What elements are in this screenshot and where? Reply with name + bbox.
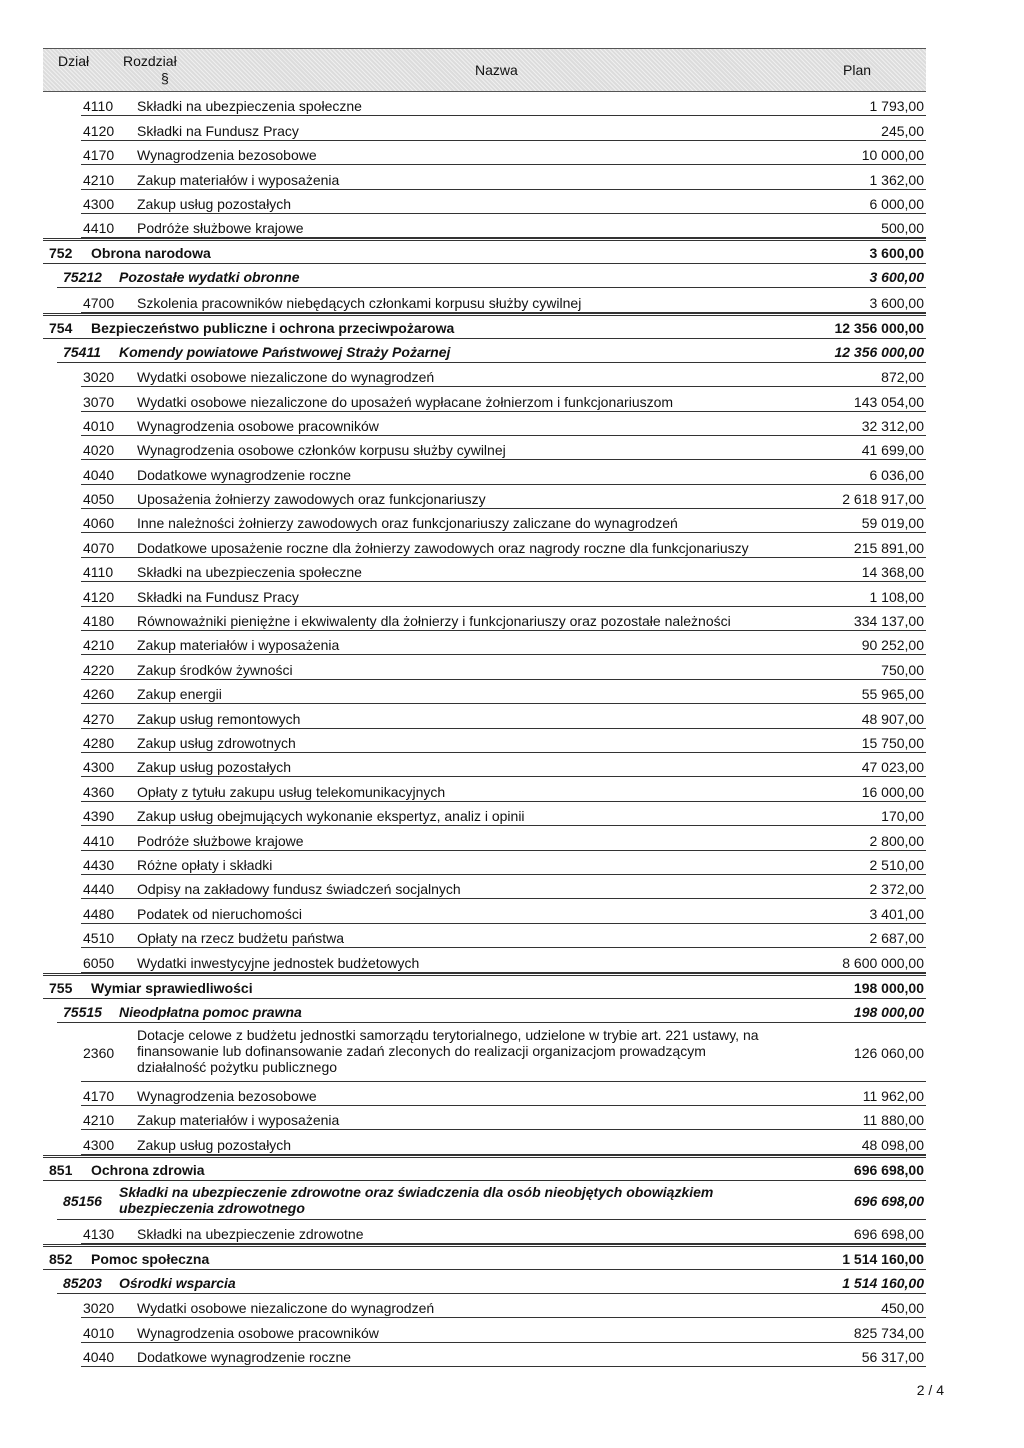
row-name: Dodatkowe wynagrodzenie roczne xyxy=(137,1349,352,1366)
paragraf-row xyxy=(81,631,926,655)
row-code: 6050 xyxy=(83,954,115,971)
row-amount: 143 054,00 xyxy=(853,393,924,410)
row-name: Równoważniki pieniężne i ekwiwalenty dla żołnierzy i funkcjonariuszy oraz pozostałe należności xyxy=(137,613,731,630)
row-name: Zakup usług pozostałych xyxy=(137,759,292,776)
row-amount: 12 356 000,00 xyxy=(834,319,924,336)
row-amount: 3 600,00 xyxy=(869,245,924,262)
row-code: 2360 xyxy=(83,1044,115,1061)
row-code: 754 xyxy=(49,319,73,336)
paragraf-row xyxy=(81,387,926,411)
row-amount: 41 699,00 xyxy=(861,442,924,459)
row-code: 4120 xyxy=(83,122,115,139)
row-name: Zakup usług pozostałych xyxy=(137,195,292,212)
row-amount: 6 036,00 xyxy=(869,466,924,483)
row-code: 4260 xyxy=(83,686,115,703)
paragraf-row xyxy=(81,436,926,460)
row-code: 4040 xyxy=(83,466,115,483)
row-amount: 170,00 xyxy=(881,808,924,825)
paragraf-row xyxy=(81,165,926,189)
row-amount: 12 356 000,00 xyxy=(834,343,924,360)
row-amount: 11 962,00 xyxy=(862,1087,924,1104)
row-name: Różne opłaty i składki xyxy=(137,856,273,873)
row-name: Dodatkowe uposażenie roczne dla żołnierzy zawodowych oraz nagrody roczne dla funkcjonariuszy xyxy=(137,539,749,556)
row-code: 4510 xyxy=(83,930,115,947)
row-name: Wynagrodzenia bezosobowe xyxy=(137,1087,317,1104)
row-amount: 32 312,00 xyxy=(861,417,924,434)
row-amount: 825 734,00 xyxy=(853,1324,924,1341)
row-name: Zakup usług remontowych xyxy=(137,710,301,727)
row-amount: 500,00 xyxy=(881,220,924,237)
row-amount: 696 698,00 xyxy=(853,1226,924,1243)
paragraf-row xyxy=(81,141,926,165)
row-code: 3020 xyxy=(83,1300,115,1317)
row-code: 4110 xyxy=(83,98,114,115)
row-name: Ochrona zdrowia xyxy=(91,1161,205,1178)
paragraf-row xyxy=(81,1220,926,1244)
row-name: Wynagrodzenia bezosobowe xyxy=(137,147,317,164)
row-code: 75411 xyxy=(63,343,101,360)
paragraf-row xyxy=(81,1023,926,1082)
paragraf-row xyxy=(81,412,926,436)
row-amount: 3 600,00 xyxy=(869,269,924,286)
paragraf-row xyxy=(81,753,926,777)
paragraf-row xyxy=(81,509,926,533)
row-name: Nieodpłatna pomoc prawna xyxy=(119,1003,302,1020)
row-amount: 90 252,00 xyxy=(861,637,924,654)
row-amount: 750,00 xyxy=(881,661,924,678)
row-name: Podróże służbowe krajowe xyxy=(137,220,304,237)
row-code: 4180 xyxy=(83,613,115,630)
row-amount: 215 891,00 xyxy=(853,539,924,556)
header-plan: Plan xyxy=(843,62,872,78)
rozdzial-row xyxy=(57,999,926,1023)
row-code: 755 xyxy=(49,979,73,996)
header-nazwa: Nazwa xyxy=(475,62,518,78)
row-amount: 2 372,00 xyxy=(869,881,924,898)
row-name: Składki na Fundusz Pracy xyxy=(137,122,299,139)
row-code: 851 xyxy=(49,1161,73,1178)
paragraf-row xyxy=(81,899,926,923)
row-name: Zakup energii xyxy=(137,686,222,703)
row-code: 4170 xyxy=(83,147,115,164)
row-amount: 1 514 160,00 xyxy=(842,1275,924,1292)
row-code: 4040 xyxy=(83,1349,115,1366)
row-amount: 56 317,00 xyxy=(861,1349,924,1366)
row-amount: 15 750,00 xyxy=(861,734,924,751)
row-name: Dodatkowe wynagrodzenie roczne xyxy=(137,466,352,483)
dzial-row xyxy=(43,1244,926,1270)
paragraf-row xyxy=(81,116,926,140)
row-amount: 48 098,00 xyxy=(861,1136,924,1153)
row-code: 4060 xyxy=(83,515,115,532)
rozdzial-row xyxy=(57,1270,926,1294)
row-name: Składki na ubezpieczenie zdrowotne oraz świadczenia dla osób nieobjętych obowiązkiem ubezpieczenia zdrowotnego xyxy=(119,1183,714,1216)
row-code: 4430 xyxy=(83,856,115,873)
paragraf-row xyxy=(81,924,926,948)
row-amount: 198 000,00 xyxy=(853,1003,924,1020)
row-amount: 14 368,00 xyxy=(861,564,924,581)
paragraf-row xyxy=(81,655,926,679)
row-name: Zakup materiałów i wyposażenia xyxy=(137,637,340,654)
paragraf-row xyxy=(81,729,926,753)
row-amount: 16 000,00 xyxy=(861,783,924,800)
row-name: Pomoc społeczna xyxy=(91,1251,210,1268)
row-code: 4210 xyxy=(83,171,115,188)
row-code: 4170 xyxy=(83,1087,115,1104)
row-name: Wydatki osobowe niezaliczone do wynagrodzeń xyxy=(137,369,435,386)
row-name: Wymiar sprawiedliwości xyxy=(91,979,253,996)
row-code: 4210 xyxy=(83,637,115,654)
rozdzial-row xyxy=(57,1181,926,1220)
row-code: 75212 xyxy=(63,269,102,286)
row-code: 4070 xyxy=(83,539,115,556)
row-name: Uposażenia żołnierzy zawodowych oraz funkcjonariuszy xyxy=(137,491,486,508)
row-code: 4360 xyxy=(83,783,115,800)
paragraf-row xyxy=(81,680,926,704)
row-code: 852 xyxy=(49,1251,73,1268)
row-amount: 3 401,00 xyxy=(869,905,924,922)
paragraf-row xyxy=(81,1294,926,1318)
row-name: Zakup materiałów i wyposażenia xyxy=(137,171,340,188)
paragraf-row xyxy=(81,288,926,312)
row-name: Zakup materiałów i wyposażenia xyxy=(137,1112,340,1129)
row-amount: 872,00 xyxy=(881,369,924,386)
row-code: 4480 xyxy=(83,905,115,922)
row-code: 4050 xyxy=(83,491,115,508)
row-amount: 696 698,00 xyxy=(853,1161,924,1178)
row-amount: 1 108,00 xyxy=(869,588,924,605)
dzial-row xyxy=(43,1155,926,1181)
row-code: 4700 xyxy=(83,294,115,311)
row-name: Pozostałe wydatki obronne xyxy=(119,269,300,286)
row-code: 4300 xyxy=(83,1136,115,1153)
row-name: Wydatki osobowe niezaliczone do uposażeń wypłacane żołnierzom i funkcjonariuszom xyxy=(137,393,674,410)
paragraf-row xyxy=(81,1130,926,1154)
row-name: Wydatki inwestycyjne jednostek budżetowych xyxy=(137,954,420,971)
row-name: Zakup środków żywności xyxy=(137,661,293,678)
row-code: 4010 xyxy=(83,1324,115,1341)
row-code: 4020 xyxy=(83,442,115,459)
paragraf-row xyxy=(81,875,926,899)
paragraf-row xyxy=(81,1082,926,1106)
row-name: Wynagrodzenia osobowe pracowników xyxy=(137,417,379,434)
page-number: 2 / 4 xyxy=(916,1382,944,1398)
row-code: 4130 xyxy=(83,1226,115,1243)
row-name: Zakup usług pozostałych xyxy=(137,1136,292,1153)
paragraf-row xyxy=(81,802,926,826)
paragraf-row xyxy=(81,214,926,238)
row-amount: 2 618 917,00 xyxy=(842,491,924,508)
row-code: 4410 xyxy=(83,220,115,237)
row-code: 4410 xyxy=(83,832,115,849)
row-code: 4300 xyxy=(83,759,115,776)
row-code: 4210 xyxy=(83,1112,115,1129)
paragraf-row xyxy=(81,851,926,875)
row-name: Opłaty na rzecz budżetu państwa xyxy=(137,930,345,947)
table-header xyxy=(43,48,926,92)
row-amount: 1 793,00 xyxy=(869,98,924,115)
dzial-row xyxy=(43,313,926,339)
paragraf-row xyxy=(81,1106,926,1130)
paragraf-row xyxy=(81,92,926,116)
rozdzial-row xyxy=(57,264,926,288)
row-amount: 450,00 xyxy=(881,1300,924,1317)
row-name: Podatek od nieruchomości xyxy=(137,905,302,922)
row-code: 3070 xyxy=(83,393,115,410)
row-amount: 2 687,00 xyxy=(869,930,924,947)
row-name: Wynagrodzenia osobowe członków korpusu służby cywilnej xyxy=(137,442,506,459)
row-code: 85203 xyxy=(63,1275,102,1292)
paragraf-row xyxy=(81,363,926,387)
row-amount: 55 965,00 xyxy=(861,686,924,703)
table-body xyxy=(43,92,926,1367)
paragraf-row xyxy=(81,1318,926,1342)
row-amount: 1 514 160,00 xyxy=(842,1251,924,1268)
row-amount: 1 362,00 xyxy=(869,171,924,188)
row-name: Składki na ubezpieczenie zdrowotne xyxy=(137,1226,364,1243)
paragraf-row xyxy=(81,826,926,850)
row-name: Zakup usług zdrowotnych xyxy=(137,734,296,751)
row-code: 4440 xyxy=(83,881,115,898)
row-code: 4390 xyxy=(83,808,115,825)
row-name: Dotacje celowe z budżetu jednostki samorządu terytorialnego, udzielone w trybie art. 221 ustawy, na finansowanie lub dofinansowanie zadań zleconych do realizacji organizacjom prowadzącym działalność pożytku publicznego xyxy=(137,1026,759,1075)
row-amount: 10 000,00 xyxy=(861,147,924,164)
row-name: Składki na ubezpieczenia społeczne xyxy=(137,564,362,581)
row-code: 75515 xyxy=(63,1003,102,1020)
row-code: 4280 xyxy=(83,734,115,751)
row-amount: 47 023,00 xyxy=(861,759,924,776)
paragraf-row xyxy=(81,582,926,606)
row-amount: 48 907,00 xyxy=(861,710,924,727)
row-code: 4120 xyxy=(83,588,115,605)
row-name: Ośrodki wsparcia xyxy=(119,1275,236,1292)
row-amount: 6 000,00 xyxy=(869,195,924,212)
row-amount: 59 019,00 xyxy=(861,515,924,532)
row-code: 752 xyxy=(49,245,73,262)
row-amount: 11 880,00 xyxy=(862,1112,924,1129)
paragraf-row xyxy=(81,777,926,801)
row-code: 4220 xyxy=(83,661,115,678)
rozdzial-row xyxy=(57,339,926,363)
row-amount: 126 060,00 xyxy=(853,1044,924,1061)
row-amount: 3 600,00 xyxy=(869,294,924,311)
paragraf-row xyxy=(81,558,926,582)
row-name: Bezpieczeństwo publiczne i ochrona przeciwpożarowa xyxy=(91,319,455,336)
row-code: 4110 xyxy=(83,564,114,581)
row-name: Składki na ubezpieczenia społeczne xyxy=(137,98,362,115)
row-code: 3020 xyxy=(83,369,115,386)
paragraf-row xyxy=(81,1343,926,1367)
paragraf-row xyxy=(81,460,926,484)
header-paragraf: § xyxy=(161,70,169,86)
row-amount: 696 698,00 xyxy=(853,1192,924,1209)
dzial-row xyxy=(43,973,926,999)
header-dzial: Dział xyxy=(58,53,90,69)
dzial-row xyxy=(43,238,926,264)
row-name: Szkolenia pracowników niebędących członkami korpusu służby cywilnej xyxy=(137,294,582,311)
row-code: 4270 xyxy=(83,710,115,727)
paragraf-row xyxy=(81,485,926,509)
paragraf-row xyxy=(81,607,926,631)
row-code: 85156 xyxy=(63,1192,102,1209)
row-name: Zakup usług obejmujących wykonanie ekspertyz, analiz i opinii xyxy=(137,808,525,825)
row-name: Inne należności żołnierzy zawodowych oraz funkcjonariuszy zaliczane do wynagrodzeń xyxy=(137,515,678,532)
row-amount: 334 137,00 xyxy=(853,613,924,630)
row-name: Wydatki osobowe niezaliczone do wynagrodzeń xyxy=(137,1300,435,1317)
row-amount: 8 600 000,00 xyxy=(842,954,924,971)
row-amount: 198 000,00 xyxy=(853,979,924,996)
row-name: Komendy powiatowe Państwowej Straży Pożarnej xyxy=(119,343,451,360)
paragraf-row xyxy=(81,533,926,557)
row-name: Odpisy na zakładowy fundusz świadczeń socjalnych xyxy=(137,881,461,898)
row-name: Wynagrodzenia osobowe pracowników xyxy=(137,1324,379,1341)
paragraf-row xyxy=(81,704,926,728)
paragraf-row xyxy=(81,190,926,214)
row-name: Podróże służbowe krajowe xyxy=(137,832,304,849)
row-code: 4300 xyxy=(83,195,115,212)
row-name: Składki na Fundusz Pracy xyxy=(137,588,299,605)
paragraf-row xyxy=(81,948,926,972)
row-code: 4010 xyxy=(83,417,115,434)
row-amount: 2 510,00 xyxy=(869,856,924,873)
budget-table xyxy=(43,48,926,1367)
row-name: Obrona narodowa xyxy=(91,245,211,262)
row-amount: 2 800,00 xyxy=(869,832,924,849)
header-rozdzial: Rozdział xyxy=(123,53,177,69)
row-amount: 245,00 xyxy=(881,122,924,139)
row-name: Opłaty z tytułu zakupu usług telekomunikacyjnych xyxy=(137,783,446,800)
